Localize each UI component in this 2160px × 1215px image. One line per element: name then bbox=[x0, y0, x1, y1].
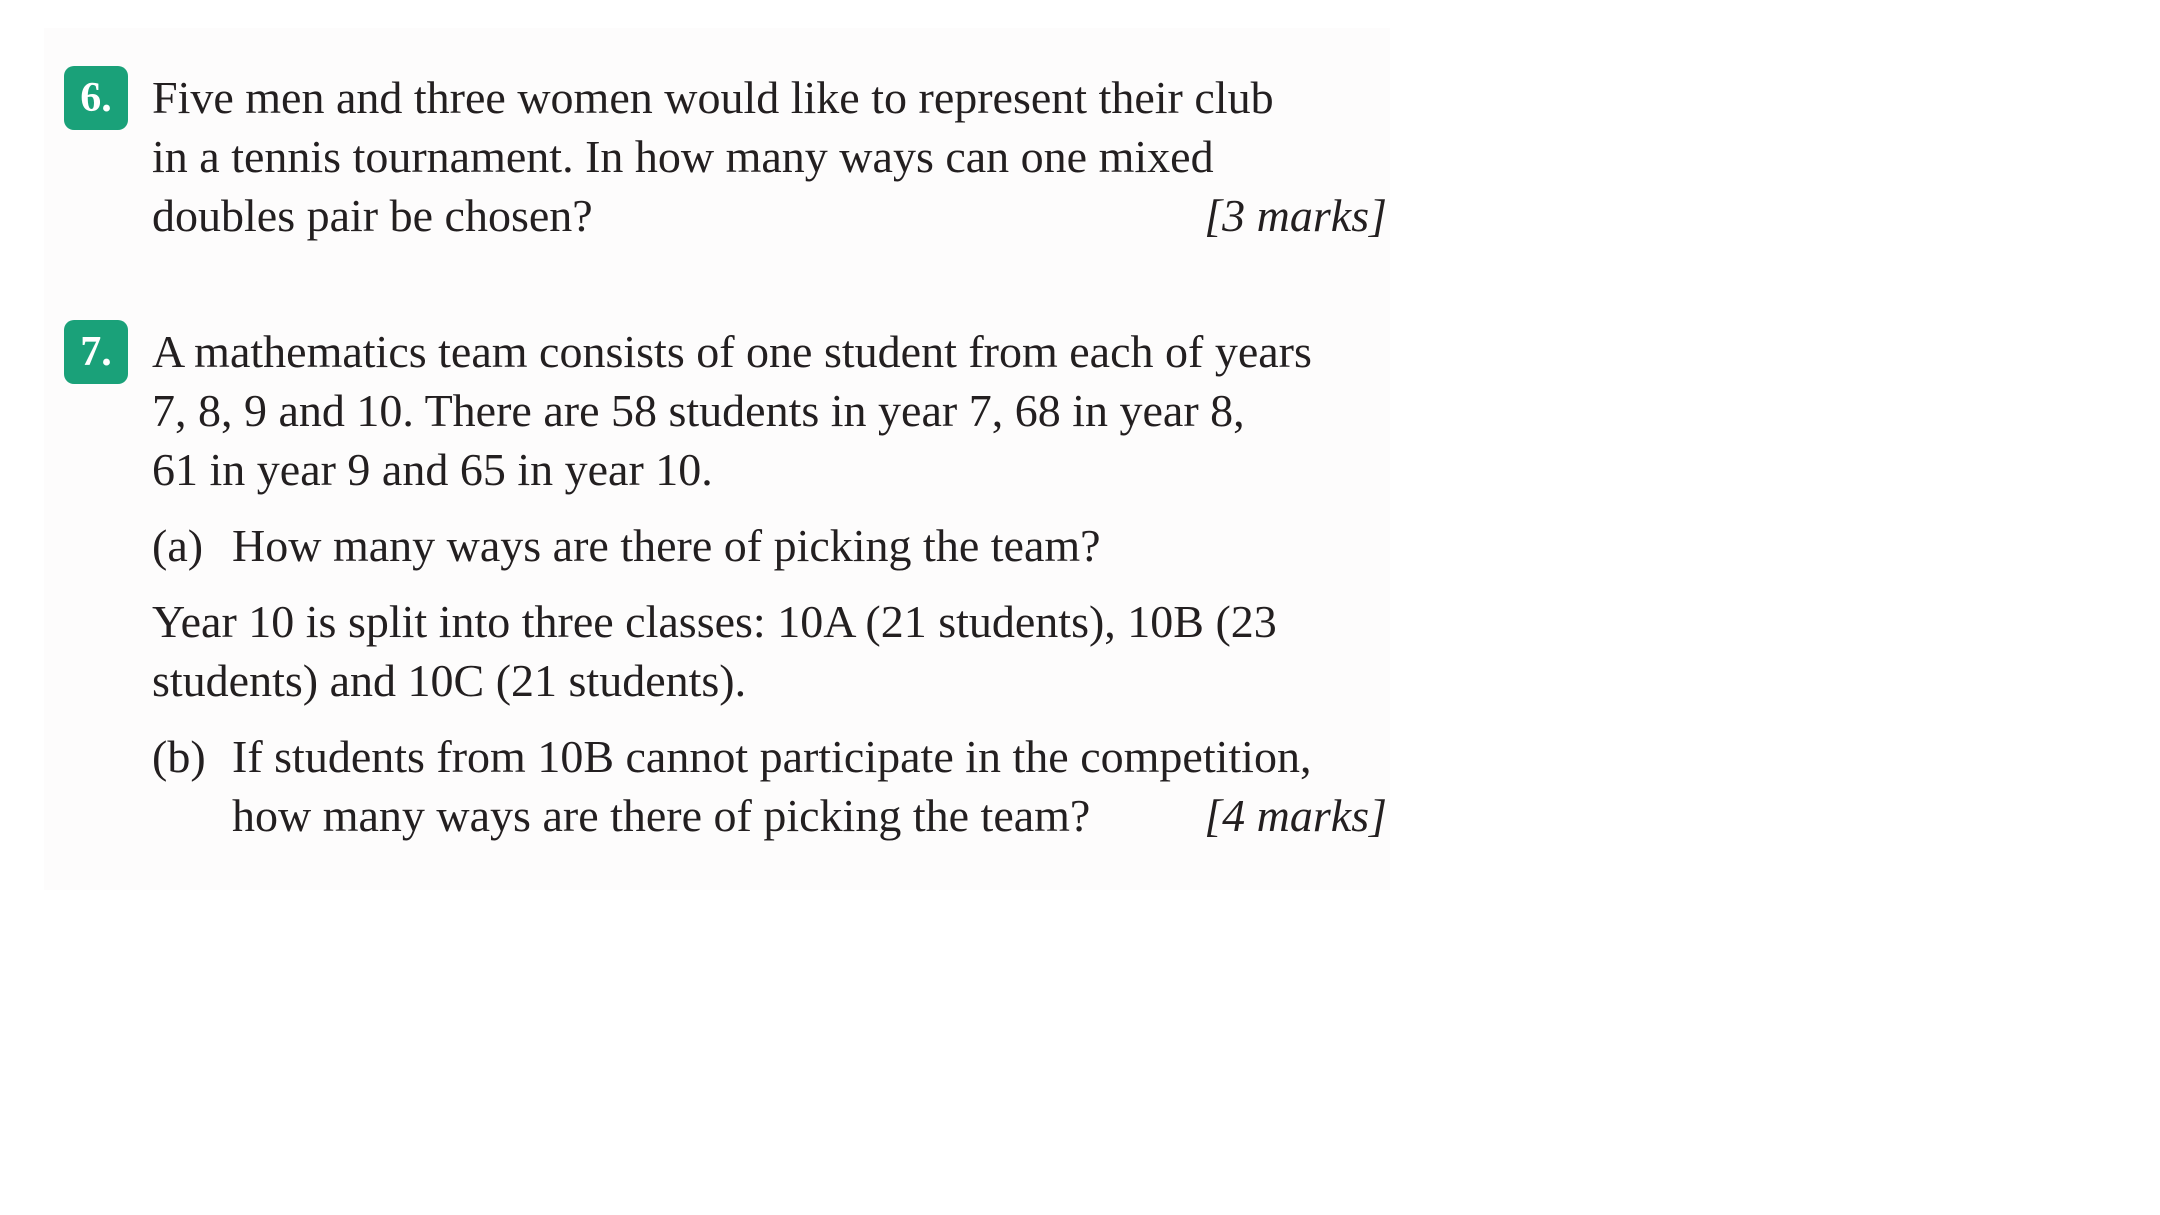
question-7-line-2: 7, 8, 9 and 10. There are 58 students in year 7, 68 in year 8, bbox=[152, 385, 1245, 436]
question-7-line-3: 61 in year 9 and 65 in year 10. bbox=[152, 444, 713, 495]
part-a-label: (a) bbox=[152, 520, 204, 571]
question-6-last-line bbox=[152, 186, 1387, 245]
question-6-line-2: in a tennis tournament. In how many ways can one mixed bbox=[152, 131, 1214, 182]
question-7-line-1: A mathematics team consists of one student from each of years bbox=[152, 326, 1312, 377]
question-7-part-a bbox=[152, 516, 1387, 575]
question-7 bbox=[152, 322, 1387, 845]
question-7-marks: [4 marks] bbox=[1204, 790, 1387, 841]
question-6 bbox=[152, 68, 1387, 245]
question-6-line-1: Five men and three women would like to represent their club bbox=[152, 72, 1274, 123]
part-b-line-1: If students from 10B cannot participate in the competition, bbox=[232, 731, 1312, 782]
question-7-part-b bbox=[152, 727, 1387, 845]
part-b-label: (b) bbox=[152, 731, 206, 782]
part-a-text: How many ways are there of picking the team? bbox=[232, 520, 1101, 571]
part-b-line-2: how many ways are there of picking the team? bbox=[232, 790, 1091, 841]
question-6-line-3: doubles pair be chosen? bbox=[152, 190, 593, 241]
question-6-number-badge: 6. bbox=[64, 66, 128, 130]
question-6-marks: [3 marks] bbox=[1204, 190, 1387, 241]
question-7-number-badge: 7. bbox=[64, 320, 128, 384]
question-7-info-line-2: students) and 10C (21 students). bbox=[152, 655, 747, 706]
question-7-info-line-1: Year 10 is split into three classes: 10A (21 students), 10B (23 bbox=[152, 596, 1277, 647]
part-b-last-line bbox=[232, 786, 1387, 845]
